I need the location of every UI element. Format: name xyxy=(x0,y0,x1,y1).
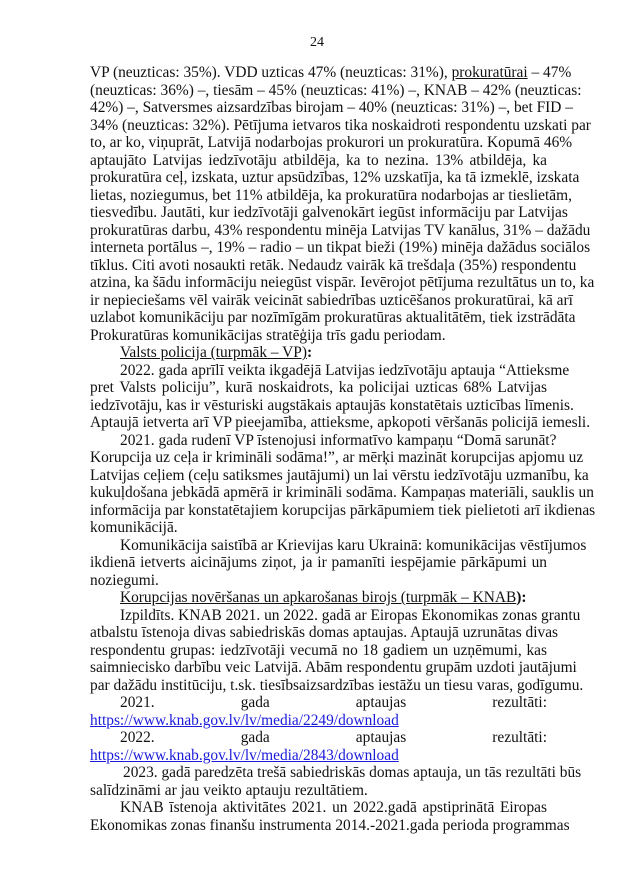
text-segment: tiesvedību. Jautāti, kur iedzīvotāji galvenokārt iegūst informāciju par Latvijas xyxy=(90,204,568,221)
section-heading xyxy=(90,589,547,607)
survey-results-link[interactable]: https://www.knab.gov.lv/lv/media/2249/download xyxy=(90,711,399,729)
text-segment: – 47% xyxy=(527,64,572,81)
text-line xyxy=(90,816,570,835)
text-segment: prokuratūras darbu, 43% respondentu minēja Latvijas TV kanālus, 31% – dažādu xyxy=(90,221,591,239)
text-line xyxy=(90,449,584,467)
text-segment: prokuratūra ceļ, izskata, uztur apsūdzības, 12% uzskatīja, ka tā izmeklē, izskata xyxy=(90,169,580,186)
text-segment: : xyxy=(306,344,313,361)
text-segment: Komunikācija saistībā ar Krievijas karu Ukrainā: komunikācijas vēstījumos xyxy=(120,536,587,554)
text-segment: kukuļdošana jebkādā apmērā ir krimināli sodāma. Kampaņas materiāli, sauklis un xyxy=(90,484,594,501)
text-line xyxy=(90,501,596,520)
text-segment: aptaujāto Latvijas iedzīvotāju atbildēja, ka to nezina. 13% atbildēja, ka xyxy=(90,151,547,169)
text-line xyxy=(90,186,572,205)
text-segment: ): xyxy=(516,589,527,606)
text-line xyxy=(90,256,577,275)
paragraph xyxy=(90,536,587,590)
text-line xyxy=(90,396,574,415)
paragraph xyxy=(90,694,547,729)
text-segment: KNAB īstenoja aktivitātes 2021. un 2022.gadā apstiprinātā Eiropas xyxy=(120,799,547,816)
paragraph xyxy=(90,799,570,834)
text-segment: komunikācijā. xyxy=(90,519,178,536)
text-line xyxy=(90,624,559,642)
text-line xyxy=(90,484,594,502)
text-line xyxy=(90,694,547,712)
paragraph xyxy=(90,606,584,695)
text-segment: uzlabot komunikāciju par nozīmīgām prokuratūras aktualitātēm, tiek izstrādāta xyxy=(90,309,576,326)
paragraph xyxy=(90,431,596,537)
text-line xyxy=(90,729,547,747)
text-segment: par dažādu institūciju, t.sk. tiesībsaizsardzības iestāžu un tiesu varas, godīgumu. xyxy=(90,676,584,694)
text-line xyxy=(90,116,591,135)
text-segment: Aptaujā ietverta arī VP pieejamība, attieksme, apkopoti vēršanās policijā iemesli. xyxy=(90,414,591,431)
paragraph xyxy=(90,729,547,764)
text-line xyxy=(90,676,584,695)
underlined-text: Valsts policija (turpmāk – VP) xyxy=(120,344,307,361)
page-number: 24 xyxy=(310,35,324,50)
text-segment: noziegumi. xyxy=(90,571,159,589)
text-line xyxy=(90,414,591,432)
text-segment: 2022. gada aprīlī veikta ikgadējā Latvijas iedzīvotāju aptauja “Attieksme xyxy=(120,361,570,379)
text-line xyxy=(90,309,576,327)
text-line xyxy=(90,536,587,555)
text-line xyxy=(90,799,547,817)
text-segment: 2021. gada rudenī VP īstenojusi informatīvo kampaņu “Domā sarunāt? xyxy=(120,431,557,449)
text-segment: 34% (neuzticas: 32%). Pētījuma ietvaros tika noskaidroti respondentu uzskati par xyxy=(90,116,591,134)
underlined-text: prokuratūrai xyxy=(451,64,528,81)
text-segment: lietas, noziegumus, bet 11% atbildēja, ka prokuratūra nodarbojas ar tieslietām, xyxy=(90,186,572,204)
document-body xyxy=(90,64,596,834)
text-segment: to, ar ko, viņuprāt, Latvijā nodarbojas prokurori un prokuratūra. Kopumā 46% xyxy=(90,134,573,151)
text-segment: saimniecisko darbību veic Latvijā. Abām respondentu grupām uzdoti jautājumi xyxy=(90,659,577,676)
text-line xyxy=(90,169,580,187)
text-line xyxy=(90,152,547,170)
text-line xyxy=(90,659,577,677)
text-line xyxy=(90,81,582,100)
text-line xyxy=(90,589,547,607)
text-line xyxy=(90,764,582,782)
text-line xyxy=(90,274,595,292)
text-segment: iedzīvotāju, kas ir vēsturiski augstākais aptaujās konstatētais uzticības līmenis. xyxy=(90,396,574,414)
text-line xyxy=(90,239,591,257)
text-line xyxy=(90,64,572,82)
text-line xyxy=(90,291,573,310)
text-segment: tīklus. Citi avoti nosaukti retāk. Nedaudz vairāk kā trešdaļa (35%) respondentu xyxy=(90,256,577,274)
text-line xyxy=(90,554,547,572)
text-segment: 2021. gada aptaujas rezultāti: xyxy=(120,694,547,711)
text-line xyxy=(90,712,547,730)
text-line xyxy=(90,466,589,485)
text-segment: 2023. gadā paredzēta trešā sabiedriskās domas aptauja, un tās rezultāti būs xyxy=(123,764,582,781)
text-segment: Latvijas ceļiem (ceļu satiksmes jautājumi) un lai vērstu iedzīvotāju uzmanību, ka xyxy=(90,466,589,484)
text-segment: Ekonomikas zonas finanšu instrumenta 2014.-2021.gada perioda programmas xyxy=(90,816,570,834)
text-segment: pret Valsts policiju”, kurā noskaidrots, ka policijai uzticas 68% Latvijas xyxy=(90,379,547,396)
paragraph xyxy=(90,361,591,432)
text-line xyxy=(90,134,573,152)
text-line xyxy=(90,361,570,380)
text-line xyxy=(90,221,591,240)
text-line xyxy=(90,782,547,800)
underlined-text: Korupcijas novēršanas un apkarošanas birojs (turpmāk – KNAB xyxy=(120,589,517,606)
text-line xyxy=(90,379,547,397)
text-segment: VP (neuzticas: 35%). VDD uzticas 47% (neuzticas: 31%), xyxy=(90,64,452,81)
section-heading xyxy=(90,344,547,362)
text-line xyxy=(90,344,547,362)
text-segment: salīdzināmi ar jau veikto aptauju rezultātiem. xyxy=(90,781,368,799)
text-segment: Korupcija uz ceļa ir krimināli sodāma!”, ar mērķi mazināt korupcijas apjomu uz xyxy=(90,449,584,466)
text-line xyxy=(90,519,547,537)
text-line xyxy=(90,747,547,765)
text-line xyxy=(90,642,547,660)
paragraph xyxy=(90,64,595,344)
text-segment: 2022. gada aptaujas rezultāti: xyxy=(120,729,547,746)
text-line xyxy=(90,99,573,117)
text-segment: respondentu grupas: iedzīvotāji vecumā no 18 gadiem un uzņēmumi, kas xyxy=(90,641,547,659)
text-segment: informācija par konstatētajiem korupcijas pārkāpumiem tiek pielietoti arī ikdienas xyxy=(90,501,596,519)
survey-results-link[interactable]: https://www.knab.gov.lv/lv/media/2843/download xyxy=(90,746,399,764)
text-line xyxy=(90,204,568,222)
text-segment: ikdienā ietverts aicinājums ziņot, ja ir pamanīti iespējamie pārkāpumi un xyxy=(90,554,547,571)
text-segment: atzina, ka šādu informāciju neiegūst vispār. Ievērojot pētījuma rezultātus un to, ka xyxy=(90,274,595,291)
text-segment: Prokuratūras komunikācijas stratēģija trīs gadu periodam. xyxy=(90,326,446,344)
text-segment: (neuzticas: 36%) –, tiesām – 45% (neuzticas: 41%) –, KNAB – 42% (neuzticas: xyxy=(90,81,582,99)
text-line xyxy=(90,606,581,625)
text-segment: Izpildīts. KNAB 2021. un 2022. gadā ar Eiropas Ekonomikas zonas grantu xyxy=(120,606,581,624)
text-line xyxy=(90,327,547,345)
text-segment: atbalstu īstenoja divas sabiedriskās domas aptaujas. Aptaujā uzrunātas divas xyxy=(90,624,559,641)
text-segment: ir nepieciešams vēl vairāk veicināt sabiedrības uzticēšanos prokuratūrai, kā arī xyxy=(90,291,573,309)
text-line xyxy=(90,572,547,590)
text-line xyxy=(90,431,557,450)
paragraph xyxy=(90,764,582,799)
text-segment: interneta portālus –, 19% – radio – un tikpat bieži (19%) minēja dažādus sociālos xyxy=(90,239,591,256)
text-segment: 42%) –, Satversmes aizsardzības birojam – 40% (neuzticas: 31%) –, bet FID – xyxy=(90,99,573,116)
